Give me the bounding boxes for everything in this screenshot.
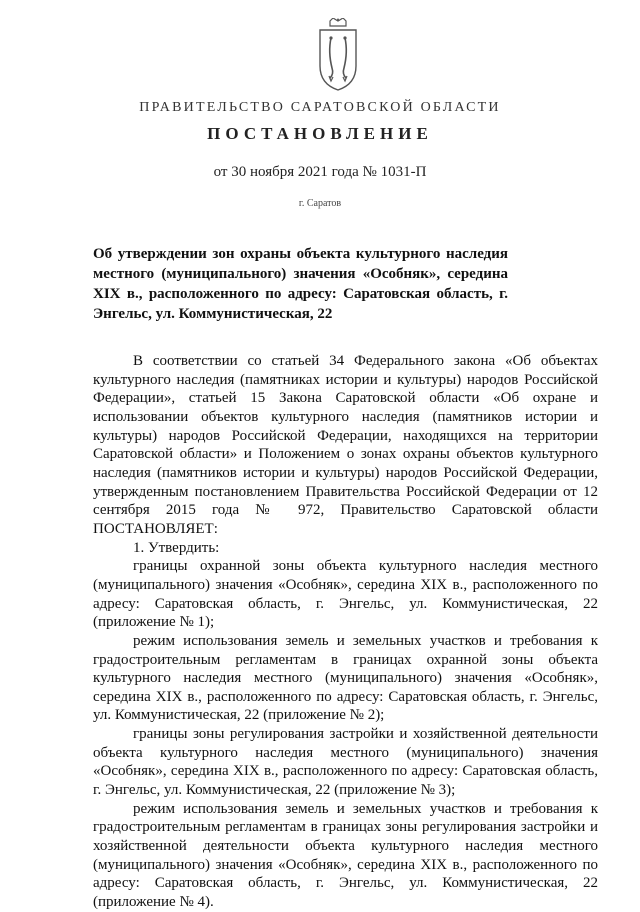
organization-name: ПРАВИТЕЛЬСТВО САРАТОВСКОЙ ОБЛАСТИ <box>139 100 501 115</box>
item-1: 1. Утвердить: <box>133 539 220 556</box>
item-1-sub-1: границы охранной зоны объекта культурного наследия местного (муниципального) значения «Особняк», середина XIX в., расположенного по адресу: Саратовская область, г. Энгельс, ул. Коммунистическая, 22 (приложение № 1); <box>93 558 598 631</box>
item-1-sub-4: режим использования земель и земельных участков и требования к градостроительным регламентам в границах зоны регулирования застройки и хозяйственной деятельности объекта культурного наследия местного (муниципального) значения «Особняк», середина XIX в., расположенного по адресу: Саратовская область, г. Энгельс, ул. Коммунистическая, 22 (приложение № 4). <box>93 800 598 911</box>
document-body <box>93 352 598 912</box>
document-date-number: от 30 ноября 2021 года № 1031-П <box>213 164 427 180</box>
saratov-coat-of-arms-icon <box>316 18 360 92</box>
preamble-paragraph: В соответствии со статьей 34 Федерального закона «Об объектах культурного наследия (памятниках истории и культуры) народов Российской Федерации», статьей 15 Закона Саратовской области «Об охране и использовании объектов культурного наследия (памятников истории и культуры) народов Российской Федерации, находящихся на территории Саратовской области» и Положением о зонах охраны объектов культурного наследия (памятников истории и культуры) народов Российской Федерации, утвержденным постановлением Правительства Российской Федерации от 12 сентября 2015 года № 972, Правительство Саратовской области ПОСТАНОВЛЯЕТ: <box>93 353 598 537</box>
document-type: ПОСТАНОВЛЕНИЕ <box>207 124 433 143</box>
item-1-sub-2: режим использования земель и земельных участков и требования к градостроительным регламентам в границах охранной зоны объекта культурного наследия местного (муниципального) значения «Особняк», середина XIX в., расположенного по адресу: Саратовская область, г. Энгельс, ул. Коммунистическая, 22 (приложение № 2); <box>93 632 598 724</box>
document-city: г. Саратов <box>298 198 342 209</box>
document-title: Об утверждении зон охраны объекта культурного наследия местного (муниципального) значения «Особняк», середина XIX в., расположенного по адресу: Саратовская область, г. Энгельс, ул. Коммунистическая, 22 <box>93 246 508 322</box>
item-1-sub-3: границы зоны регулирования застройки и хозяйственной деятельности объекта культурного наследия местного (муниципального) значения «Особняк», середина XIX в., расположенного по адресу: Саратовская область, г. Энгельс, ул. Коммунистическая, 22 (приложение № 3); <box>93 726 598 799</box>
